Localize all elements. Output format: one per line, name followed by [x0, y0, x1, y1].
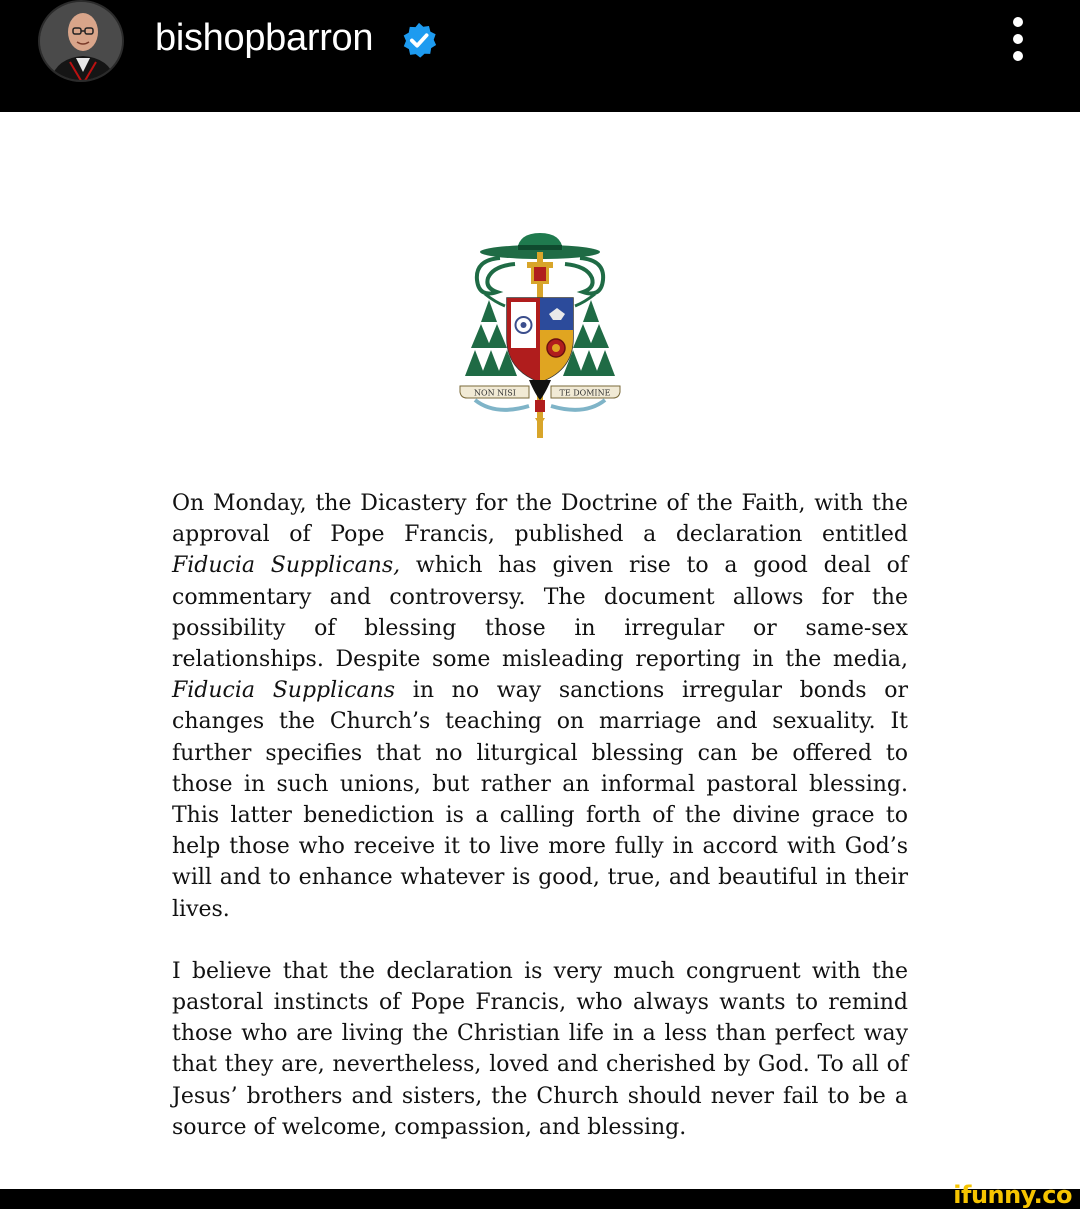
statement-text — [172, 488, 908, 1174]
text-span: which has given rise to a good deal of commentary and controversy. The document allows for the possibility of blessing those in irregular or same-sex relationships. Despite some misleading reporting in the media, — [172, 553, 909, 673]
statement-paragraph-2: I believe that the declaration is very much congruent with the pastoral instincts of Pope Francis, who always wants to remind those who are living the Christian life in a less than perfect way that they are, nevertheless, loved and cherished by God. To all of Jesus’ brothers and sisters, the Church should never fail to be a source of welcome, compassion, and blessing. — [172, 958, 908, 1140]
bottom-bar — [0, 1189, 1080, 1209]
username[interactable]: bishopbarron — [155, 17, 374, 59]
verified-badge-icon — [400, 21, 438, 59]
text-span: On Monday, the Dicastery for the Doctrine of the Faith, with the approval of Pope Francis, published a declaration entitled — [172, 491, 908, 548]
post-image — [0, 112, 1080, 1189]
avatar[interactable] — [38, 0, 124, 82]
document-title: Fiducia Supplicans, — [172, 553, 401, 579]
motto-left: NON NISI — [474, 388, 516, 398]
motto-right: TE DOMINE — [559, 388, 611, 398]
statement-paragraph-1 — [172, 488, 908, 925]
more-vertical-icon — [1013, 34, 1023, 44]
text-span: in no way sanctions irregular bonds or changes the Church’s teaching on marriage and sexuality. It further specifies that no liturgical blessing can be offered to those in such unions, but rather an informal pastoral blessing. This latter benediction is a calling forth of the divine grace to help those who receive it to live more fully in accord with God’s will and to enhance whatever is good, true, and beautiful in their lives. — [172, 678, 908, 922]
more-options-button[interactable] — [1000, 12, 1036, 68]
coat-of-arms — [455, 230, 625, 440]
more-vertical-icon — [1013, 51, 1023, 61]
more-vertical-icon — [1013, 17, 1023, 27]
avatar-portrait — [40, 2, 124, 82]
profile-header — [0, 0, 1080, 112]
ifunny-watermark: ifunny.co — [953, 1181, 1072, 1209]
document-title: Fiducia Supplicans — [172, 678, 396, 704]
